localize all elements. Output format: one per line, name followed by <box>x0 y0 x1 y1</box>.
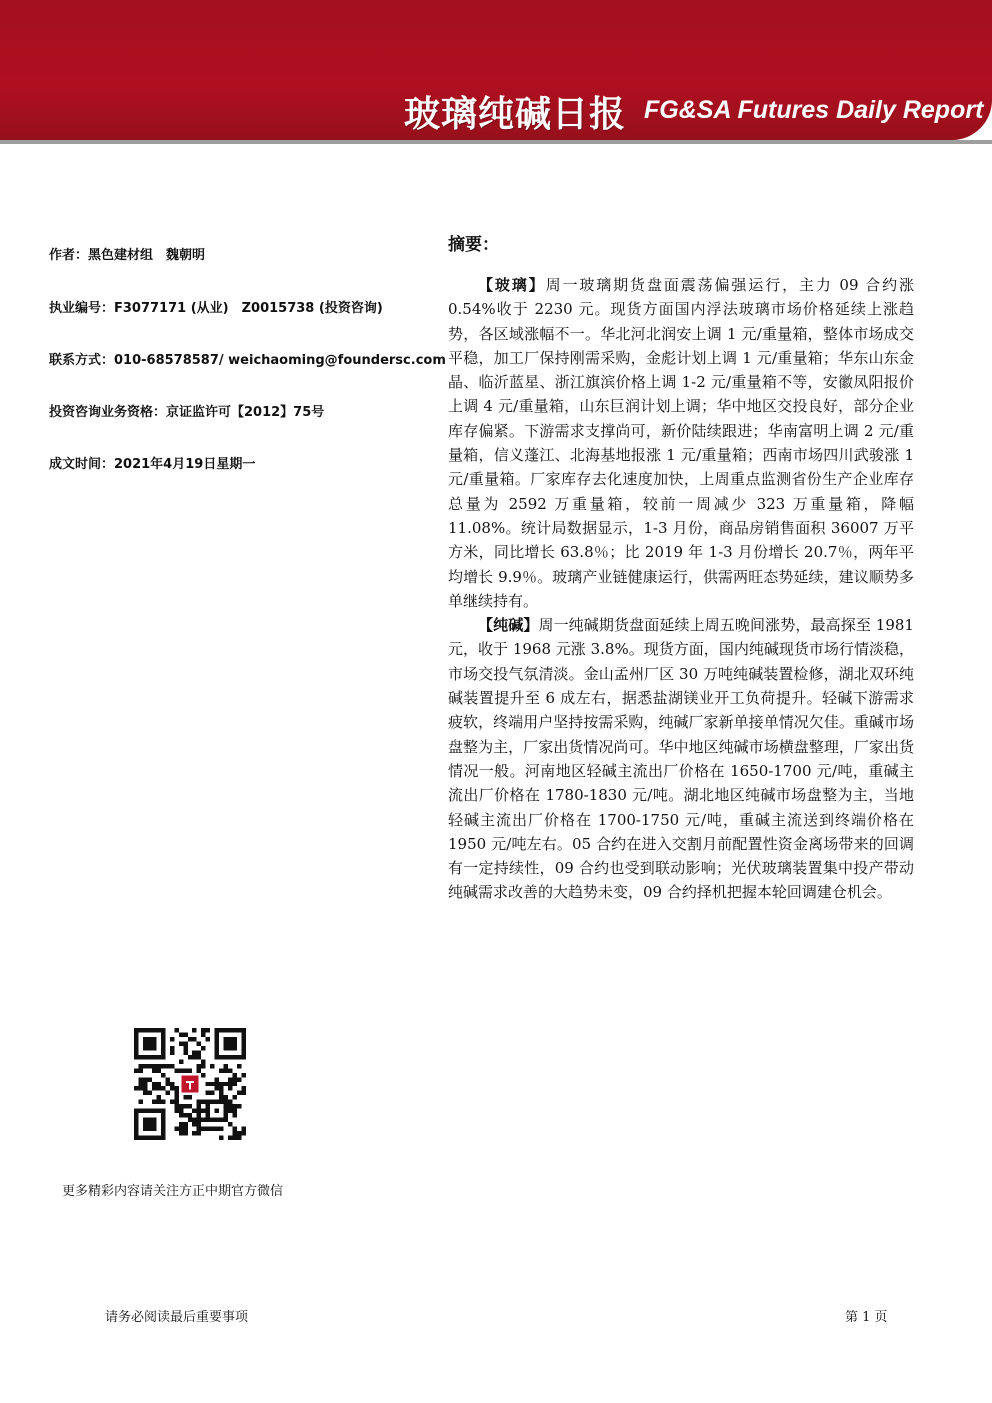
abstract-body <box>448 273 914 905</box>
page-number: 第 1 页 <box>845 1310 888 1325</box>
footer-notice: 请务必阅读最后重要事项 <box>105 1310 249 1325</box>
report-title-cn: 玻璃纯碱日报 <box>404 94 627 135</box>
soda-tag: 【纯碱】 <box>478 616 539 635</box>
glass-paragraph <box>448 273 914 613</box>
abstract-title: 摘要： <box>448 235 499 255</box>
date-line: 成文时间：2021年4月19日星期一 <box>49 457 256 472</box>
header-divider <box>0 140 992 144</box>
author-line: 作者：黑色建材组 魏朝明 <box>49 248 206 263</box>
soda-text: 周一纯碱期货盘面延续上周五晚间涨势，最高探至 1981 元，收于 1968 元涨 3.8%。现货方面，国内纯碱现货市场行情淡稳，市场交投气氛清淡。金山孟州厂区 30 万吨纯碱装置检修，湖北双环纯碱装置提升至 6 成左右，据悉盐湖镁业开工负荷提升。轻碱下游需求疲软，终端用户坚持按需采购，纯碱厂家新单接单情况欠佳。重碱市场盘整为主，厂家出货情况尚可。华中地区纯碱市场横盘整理，厂家出货情况一般。河南地区轻碱主流出厂价格在 1650-1700 元/吨，重碱主流出厂价格在 1780-1830 元/吨。湖北地区纯碱市场盘整为主，当地轻碱主流出厂价格在 1700-1750 元/吨，重碱主流送到终端价格在 1950 元/吨左右。05 合约在进入交割月前配置性资金离场带来的回调有一定持续性，09 合约也受到联动影响；光伏玻璃装置集中投产带动纯碱需求改善的大趋势未变，09 合约择机把握本轮回调建仓机会。 <box>448 616 914 902</box>
soda-paragraph <box>448 613 914 905</box>
qr-caption: 更多精彩内容请关注方正中期官方微信 <box>62 1184 284 1199</box>
glass-text: 周一玻璃期货盘面震荡偏强运行，主力 09 合约涨 0.54%收于 2230 元。现货方面国内浮法玻璃市场价格延续上涨趋势，各区域涨幅不一。华北河北润安上调 1 元/重量箱，整体市场成交平稳，加工厂保持刚需采购，金彪计划上调 1 元/重量箱；华东山东金晶、临沂蓝星、浙江旗滨价格上调 1-2 元/重量箱不等，安徽凤阳报价上调 4 元/重量箱，山东巨润计划上调；华中地区交投良好，部分企业库存偏紧。下游需求支撑尚可，新价陆续跟进；华南富明上调 2 元/重量箱，信义蓬江、北海基地报涨 1 元/重量箱；西南市场四川武骏涨 1 元/重量箱。厂家库存去化速度加快，上周重点监测省份生产企业库存总量为 2592 万重量箱，较前一周减少 323 万重量箱，降幅 11.08%。统计局数据显示，1-3 月份，商品房销售面积 36007 万平方米，同比增长 63.8％；比 2019 年 1-3 月份增长 20.7％，两年平均增长 9.9％。玻璃产业链健康运行，供需两旺态势延续，建议顺势多单继续持有。 <box>448 276 914 610</box>
license-line: 执业编号：F3077171 (从业) Z0015738 (投资咨询) <box>49 301 383 316</box>
report-title-en: FG&SA Futures Daily Report <box>644 96 984 124</box>
qr-code-icon <box>134 1028 246 1140</box>
qualification-line: 投资咨询业务资格：京证监许可【2012】75号 <box>49 405 325 420</box>
glass-tag: 【玻璃】 <box>478 276 546 294</box>
contact-line: 联系方式：010-68578587/ weichaoming@foundersc.com <box>49 353 446 368</box>
